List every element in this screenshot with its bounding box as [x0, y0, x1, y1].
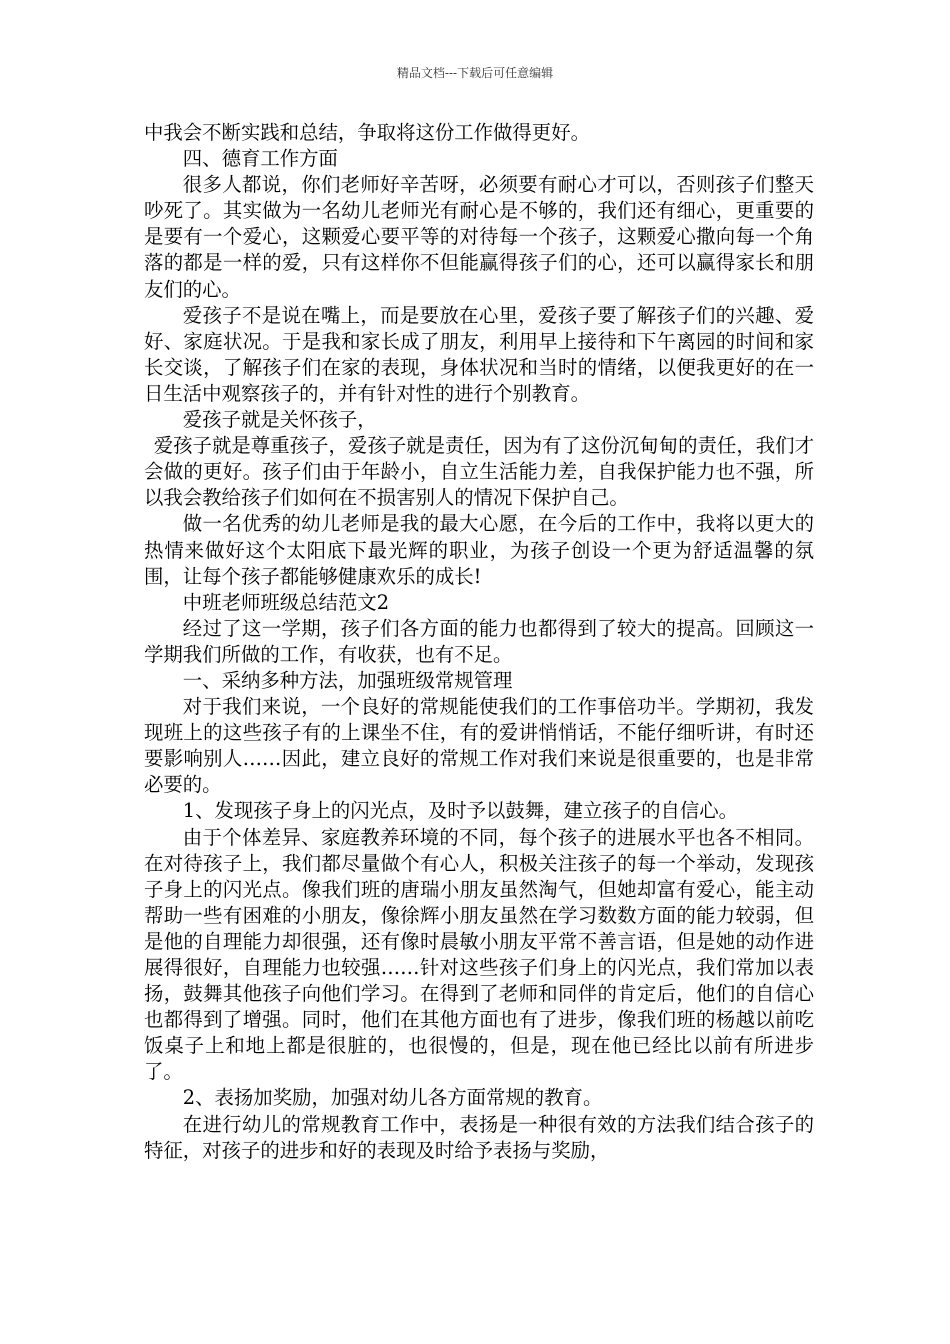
paragraph: 中班老师班级总结范文2: [182, 590, 390, 614]
paragraph: 爱孩子就是尊重孩子，爱孩子就是责任，因为有了这份沉甸甸的责任，我们才会做的更好。孩子们由于年龄小，自立生活能力差，自我保护能力也不强，所以我会教给孩子们如何在不损害别人的情况下保护自己。: [144, 434, 814, 510]
paragraph: 1、发现孩子身上的闪光点，及时予以鼓舞，建立孩子的自信心。: [182, 799, 739, 823]
page-header: 精品文档---下载后可任意编辑: [396, 66, 554, 80]
paragraph: 四、德育工作方面: [182, 147, 338, 171]
paragraph: 中我会不断实践和总结，争取将这份工作做得更好。: [144, 121, 590, 144]
paragraph: 在进行幼儿的常规教育工作中，表扬是一种很有效的方法我们结合孩子的特征，对孩子的进步和好的表现及时给予表扬与奖励，: [144, 1112, 814, 1162]
paragraph: 很多人都说，你们老师好辛苦呀，必须要有耐心才可以，否则孩子们整天吵死了。其实做为一名幼儿老师光有耐心是不够的，我们还有细心，更重要的是要有一个爱心，这颗爱心要平等的对待每一个孩子，这颗爱心撒向每一个角落的都是一样的爱，只有这样你不但能赢得孩子们的心，还可以赢得家长和朋友们的心。: [144, 173, 814, 301]
paragraph: 经过了这一学期，孩子们各方面的能力也都得到了较大的提高。回顾这一学期我们所做的工作，有收获，也有不足。: [144, 616, 814, 666]
paragraph: 对于我们来说，一个良好的常规能使我们的工作事倍功半。学期初，我发现班上的这些孩子有的上课坐不住，有的爱讲悄悄话，不能仔细听讲，有时还要影响别人……因此，建立良好的常规工作对我们来说是很重要的，也是非常必要的。: [144, 695, 814, 797]
document-body: [144, 120, 814, 1164]
paragraph: 2、表扬加奖励，加强对幼儿各方面常规的教育。: [182, 1086, 603, 1110]
paragraph: 做一名优秀的幼儿老师是我的最大心愿，在今后的工作中，我将以更大的热情来做好这个太阳底下最光辉的职业，为孩子创设一个更为舒适温馨的氛围，让每个孩子都能够健康欢乐的成长!: [144, 512, 814, 588]
paragraph: 一、采纳多种方法，加强班级常规管理: [182, 668, 513, 692]
paragraph: 由于个体差异、家庭教养环境的不同，每个孩子的进展水平也各不相同。在对待孩子上，我们都尽量做个有心人，积极关注孩子的每一个举动，发现孩子身上的闪光点。像我们班的唐瑞小朋友虽然淘气，但她却富有爱心，能主动帮助一些有困难的小朋友，像徐辉小朋友虽然在学习数数方面的能力较弱，但是他的自理能力却很强，还有像时晨敏小朋友平常不善言语，但是她的动作进展得很好，自理能力也较强……针对这些孩子们身上的闪光点，我们常加以表扬，鼓舞其他孩子向他们学习。在得到了老师和同伴的肯定后，他们的自信心也都得到了增强。同时，他们在其他方面也有了进步，像我们班的杨越以前吃饭桌子上和地上都是很脏的，也很慢的，但是，现在他已经比以前有所进步了。: [144, 825, 814, 1084]
paragraph: 爱孩子不是说在嘴上，而是要放在心里，爱孩子要了解孩子们的兴趣、爱好、家庭状况。于是我和家长成了朋友，利用早上接待和下午离园的时间和家长交谈，了解孩子们在家的表现，身体状况和当时的情绪，以便我更好的在一日生活中观察孩子的，并有针对性的进行个别教育。: [144, 303, 814, 405]
paragraph: 爱孩子就是关怀孩子，: [182, 408, 377, 432]
